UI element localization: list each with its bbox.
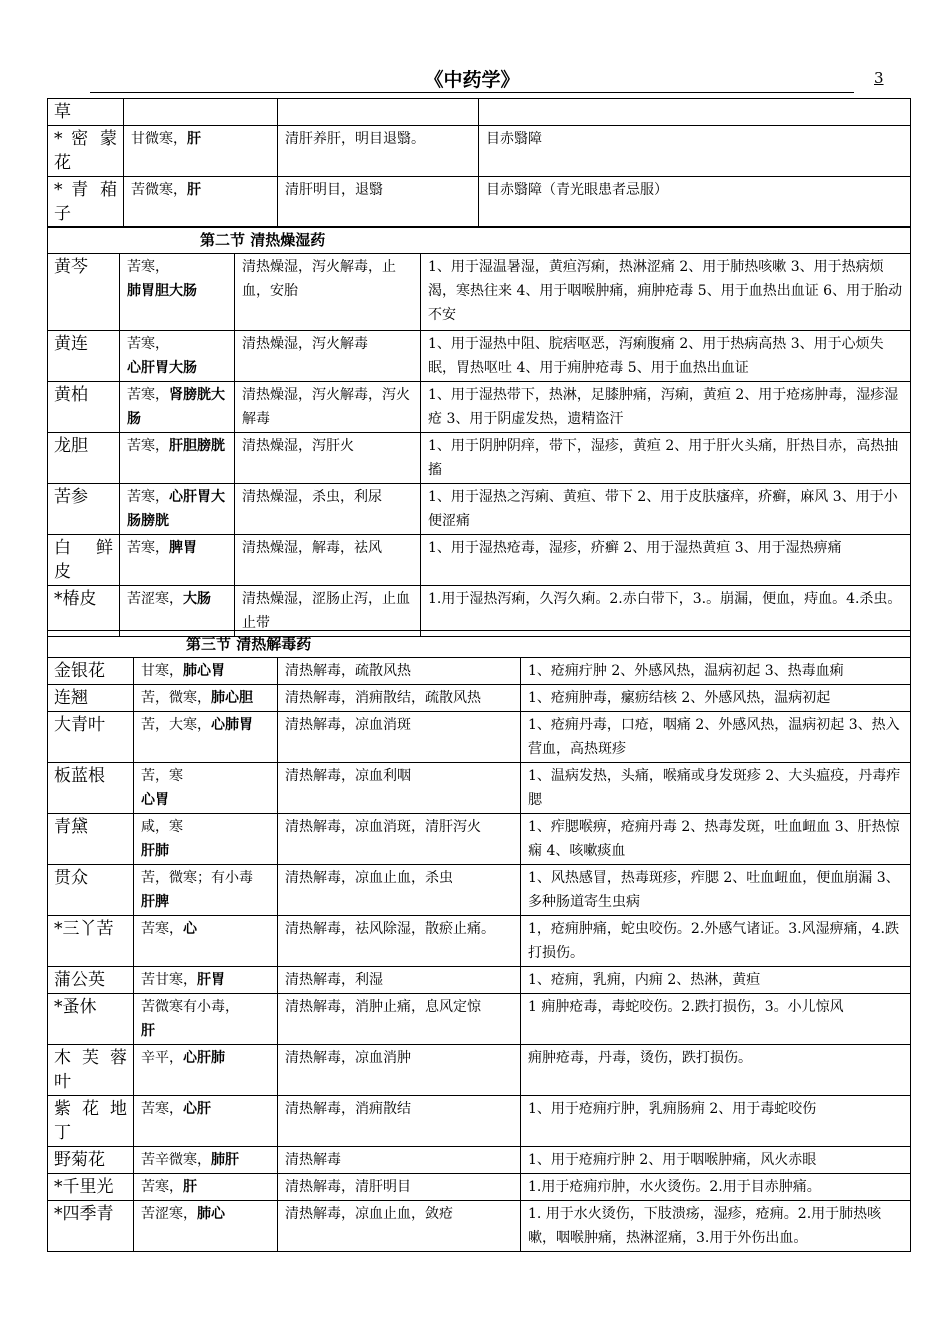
table-row [48, 586, 911, 637]
nature-text: 苦寒， [127, 387, 169, 403]
nature-text: 辛平， [141, 1050, 183, 1066]
nature-channel-cell [124, 126, 278, 177]
effect-cell: 清热燥湿，泻火解毒，泻火解毒 [235, 382, 421, 433]
nature-text: 苦寒， [127, 489, 169, 505]
nature-channel-cell [134, 814, 278, 865]
nature-channel-cell [120, 535, 235, 586]
effect-cell: 清热解毒，疏散风热 [278, 658, 521, 685]
table-row [48, 177, 911, 228]
herb-name: 黄连 [48, 331, 120, 382]
nature-channel-cell [134, 1147, 278, 1174]
nature-text: 苦甘寒， [141, 972, 197, 988]
effect-cell: 清热解毒，凉血利咽 [278, 763, 521, 814]
indication-cell: 1.用于疮痈疖肿，水火烫伤。2.用于目赤肿痛。 [521, 1174, 911, 1201]
nature-channel-cell [120, 433, 235, 484]
nature-channel-cell [134, 865, 278, 916]
channel-text: 肝肺 [141, 843, 169, 859]
nature-text: 咸，寒 [141, 819, 183, 835]
herb-name: 龙胆 [48, 433, 120, 484]
channel-text: 肝 [187, 131, 201, 147]
herb-name: *椿皮 [48, 586, 120, 637]
channel-text: 心肝胃大肠膀胱 [127, 489, 225, 529]
nature-channel-cell [120, 254, 235, 331]
indication-cell: 1 痈肿疮毒，毒蛇咬伤。2.跌打损伤，3。小儿惊风 [521, 994, 911, 1045]
table-row [48, 967, 911, 994]
effect-cell: 清热燥湿，杀虫，利尿 [235, 484, 421, 535]
herb-name: *蚤休 [48, 994, 134, 1045]
nature-channel-cell [134, 967, 278, 994]
effect-cell: 清热解毒，消痈散结，疏散风热 [278, 685, 521, 712]
table-row [48, 1045, 911, 1096]
channel-text: 肺胃胆大肠 [127, 283, 197, 299]
table-row [48, 814, 911, 865]
indication-cell: 1、用于湿温暑湿，黄疸泻痢，热淋涩痛 2、用于肺热咳嗽 3、用于热病烦渴，寒热往来 4、用于咽喉肿痛，痈肿疮毒 5、用于血热出血证 6、用于胎动不安 [421, 254, 911, 331]
nature-channel-cell [134, 994, 278, 1045]
indication-cell: 目赤翳障 [479, 126, 911, 177]
nature-text: 苦涩寒， [127, 591, 183, 607]
page-number: 3 [874, 69, 884, 87]
indication-cell: 目赤翳障（青光眼患者忌服） [479, 177, 911, 228]
table-row [48, 382, 911, 433]
effect-cell: 清热解毒，清肝明目 [278, 1174, 521, 1201]
channel-text: 心 [183, 921, 197, 937]
indication-cell: 1、用于湿热疮毒，湿疹，疥癣 2、用于湿热黄疸 3、用于湿热痹痛 [421, 535, 911, 586]
effect-cell: 清热解毒，凉血止血，杀虫 [278, 865, 521, 916]
indication-cell: 1、用于湿热带下，热淋，足膝肿痛，泻痢，黄疸 2、用于疮疡肿毒，湿疹湿疮 3、用于阴虚发热，遗精盗汗 [421, 382, 911, 433]
channel-text: 心肝胃大肠 [127, 360, 197, 376]
herb-name: 紫 花 地 丁 [48, 1096, 134, 1147]
section-header-row [48, 227, 911, 254]
effect-cell: 清热解毒，消肿止痛，息风定惊 [278, 994, 521, 1045]
nature-channel-cell [134, 916, 278, 967]
nature-text: 苦，微寒；有小毒 [141, 870, 253, 886]
indication-cell: 1、温病发热，头痛，喉痛或身发斑疹 2、大头瘟疫，丹毒痄腮 [521, 763, 911, 814]
channel-text: 肺肝 [211, 1152, 239, 1168]
indication-cell: 1、用于阴肿阴痒，带下，湿疹，黄疸 2、用于肝火头痛，肝热目赤，高热抽搐 [421, 433, 911, 484]
table-row [48, 658, 911, 685]
indication-cell: 1、用于湿热中阻、脘痞呕恶，泻痢腹痛 2、用于热病高热 3、用于心烦失眠，胃热呕吐 4、用于痈肿疮毒 5、用于血热出血证 [421, 331, 911, 382]
herb-name: 草 [48, 99, 124, 126]
effect-cell: 清热燥湿，泻火解毒 [235, 331, 421, 382]
effect-cell: 清热解毒，祛风除湿，散瘀止痛。 [278, 916, 521, 967]
channel-text: 肺心胆 [211, 690, 253, 706]
nature-text: 苦，大寒， [141, 717, 211, 733]
table-row [48, 916, 911, 967]
nature-text: 苦微寒， [131, 182, 187, 198]
channel-text: 肾膀胱大肠 [127, 387, 225, 427]
indication-cell: 1、用于疮痈疔肿 2、用于咽喉肿痛，风火赤眼 [521, 1147, 911, 1174]
nature-text: 苦，寒 [141, 768, 183, 784]
nature-channel-cell [120, 484, 235, 535]
table-row [48, 763, 911, 814]
herb-name: 蒲公英 [48, 967, 134, 994]
nature-channel-cell [120, 331, 235, 382]
channel-text: 心肝肺 [183, 1050, 225, 1066]
nature-channel-cell [120, 382, 235, 433]
effect-cell: 清热解毒 [278, 1147, 521, 1174]
channel-text: 肝 [141, 1023, 155, 1039]
effect-cell: 清热燥湿，解毒，祛风 [235, 535, 421, 586]
herb-name: 黄柏 [48, 382, 120, 433]
channel-text: 肝胃 [197, 972, 225, 988]
nature-text: 苦，微寒， [141, 690, 211, 706]
table-row [48, 535, 911, 586]
nature-channel-cell [134, 1096, 278, 1147]
nature-text: 苦寒， [127, 336, 169, 352]
nature-channel-cell [134, 763, 278, 814]
indication-cell [479, 99, 911, 126]
herb-name: 木 芙 蓉 叶 [48, 1045, 134, 1096]
channel-text: 心胃 [141, 792, 169, 808]
channel-text: 肺心 [197, 1206, 225, 1222]
table-row [48, 712, 911, 763]
channel-text: 心肝 [183, 1101, 211, 1117]
herb-name: *四季青 [48, 1201, 134, 1252]
indication-cell: 1、疮痈，乳痈，内痈 2、热淋，黄疸 [521, 967, 911, 994]
indication-cell: 1、用于湿热之泻痢、黄疸、带下 2、用于皮肤瘙痒，疥癣，麻风 3、用于小便涩痛 [421, 484, 911, 535]
herb-name: 连翘 [48, 685, 134, 712]
herb-name: 大青叶 [48, 712, 134, 763]
herb-name: 苦参 [48, 484, 120, 535]
nature-channel-cell [134, 658, 278, 685]
effect-cell: 清热解毒，凉血消肿 [278, 1045, 521, 1096]
channel-text: 肺心胃 [183, 663, 225, 679]
indication-cell: 1、疮痈肿毒，瘰疬结核 2、外感风热，温病初起 [521, 685, 911, 712]
nature-channel-cell [120, 586, 235, 637]
indication-cell: 1、痄腮喉痹，疮痈丹毒 2、热毒发斑，吐血衄血 3、肝热惊痫 4、咳嗽痰血 [521, 814, 911, 865]
nature-channel-cell [134, 1045, 278, 1096]
indication-cell: 1，疮痈肿痛，蛇虫咬伤。2.外感气诸证。3.风湿痹痛，4.跌打损伤。 [521, 916, 911, 967]
section-header-row [48, 631, 911, 658]
nature-text: 苦辛微寒， [141, 1152, 211, 1168]
herb-table-section2 [47, 226, 911, 637]
nature-channel-cell [134, 1201, 278, 1252]
effect-cell: 清热解毒，利湿 [278, 967, 521, 994]
nature-text: 苦寒， [127, 438, 169, 454]
nature-channel-cell [124, 177, 278, 228]
channel-text: 大肠 [183, 591, 211, 607]
table-row [48, 254, 911, 331]
effect-cell: 清热燥湿，泻肝火 [235, 433, 421, 484]
effect-cell: 清热燥湿，泻火解毒，止血，安胎 [235, 254, 421, 331]
herb-name: 青黛 [48, 814, 134, 865]
indication-cell: 1、疮痈丹毒，口疮，咽痛 2、外感风热，温病初起 3、热入营血，高热斑疹 [521, 712, 911, 763]
indication-cell: 痈肿疮毒，丹毒，烫伤，跌打损伤。 [521, 1045, 911, 1096]
nature-text: 甘寒， [141, 663, 183, 679]
table-row [48, 484, 911, 535]
effect-cell: 清热解毒，凉血止血，敛疮 [278, 1201, 521, 1252]
nature-text: 苦寒， [127, 540, 169, 556]
channel-text: 心肺胃 [211, 717, 253, 733]
herb-name: * 密 蒙 花 [48, 126, 124, 177]
indication-cell: 1、用于疮痈疔肿，乳痈肠痈 2、用于毒蛇咬伤 [521, 1096, 911, 1147]
table-row [48, 1096, 911, 1147]
channel-text: 肝脾 [141, 894, 169, 910]
effect-cell: 清热解毒，消痈散结 [278, 1096, 521, 1147]
indication-cell: 1. 用于水火烫伤，下肢溃疡，湿疹，疮痈。2.用于肺热咳嗽，咽喉肿痛，热淋涩痛，3.用于外伤出血。 [521, 1201, 911, 1252]
herb-table-continued [47, 98, 911, 228]
nature-text: 甘微寒， [131, 131, 187, 147]
channel-text: 肝 [183, 1179, 197, 1195]
herb-name: 贯众 [48, 865, 134, 916]
channel-text: 脾胃 [169, 540, 197, 556]
header-title: 《中药学》 [90, 68, 854, 93]
herb-name: 黄芩 [48, 254, 120, 331]
nature-text: 苦涩寒， [141, 1206, 197, 1222]
nature-channel-cell [134, 712, 278, 763]
herb-name: 板蓝根 [48, 763, 134, 814]
nature-text: 苦微寒有小毒， [141, 999, 239, 1015]
table-row [48, 1201, 911, 1252]
table-row [48, 865, 911, 916]
effect-cell: 清热燥湿，涩肠止泻，止血止带 [235, 586, 421, 637]
effect-cell: 清肝养肝，明目退翳。 [278, 126, 479, 177]
nature-text: 苦寒， [141, 1179, 183, 1195]
table-row [48, 99, 911, 126]
herb-name: 野菊花 [48, 1147, 134, 1174]
herb-name: 白 鲜 皮 [48, 535, 120, 586]
nature-channel-cell [124, 99, 278, 126]
table-row [48, 433, 911, 484]
indication-cell: 1、疮痈疔肿 2、外感风热，温病初起 3、热毒血痢 [521, 658, 911, 685]
table-row [48, 331, 911, 382]
herb-name: 金银花 [48, 658, 134, 685]
table-row [48, 994, 911, 1045]
effect-cell: 清肝明目，退翳 [278, 177, 479, 228]
herb-name: *千里光 [48, 1174, 134, 1201]
indication-cell: 1、风热感冒，热毒斑疹，痄腮 2、吐血衄血，便血崩漏 3、多种肠道寄生虫病 [521, 865, 911, 916]
section-title: 第二节 清热燥湿药 [48, 227, 911, 254]
herb-name: *三丫苦 [48, 916, 134, 967]
table-row [48, 1174, 911, 1201]
table-row [48, 1147, 911, 1174]
channel-text: 肝胆膀胱 [169, 438, 225, 454]
section-title: 第三节 清热解毒药 [48, 631, 911, 658]
channel-text: 肝 [187, 182, 201, 198]
table-row [48, 685, 911, 712]
nature-text: 苦寒， [141, 1101, 183, 1117]
effect-cell: 清热解毒，凉血消斑，清肝泻火 [278, 814, 521, 865]
table-row [48, 126, 911, 177]
nature-channel-cell [134, 685, 278, 712]
nature-text: 苦寒， [127, 259, 169, 275]
effect-cell: 清热解毒，凉血消斑 [278, 712, 521, 763]
nature-text: 苦寒， [141, 921, 183, 937]
indication-cell: 1.用于湿热泻痢，久泻久痢。2.赤白带下，3.。崩漏，便血，痔血。4.杀虫。 [421, 586, 911, 637]
effect-cell [278, 99, 479, 126]
nature-channel-cell [134, 1174, 278, 1201]
herb-name: * 青 葙 子 [48, 177, 124, 228]
herb-table-section3 [47, 630, 911, 1252]
